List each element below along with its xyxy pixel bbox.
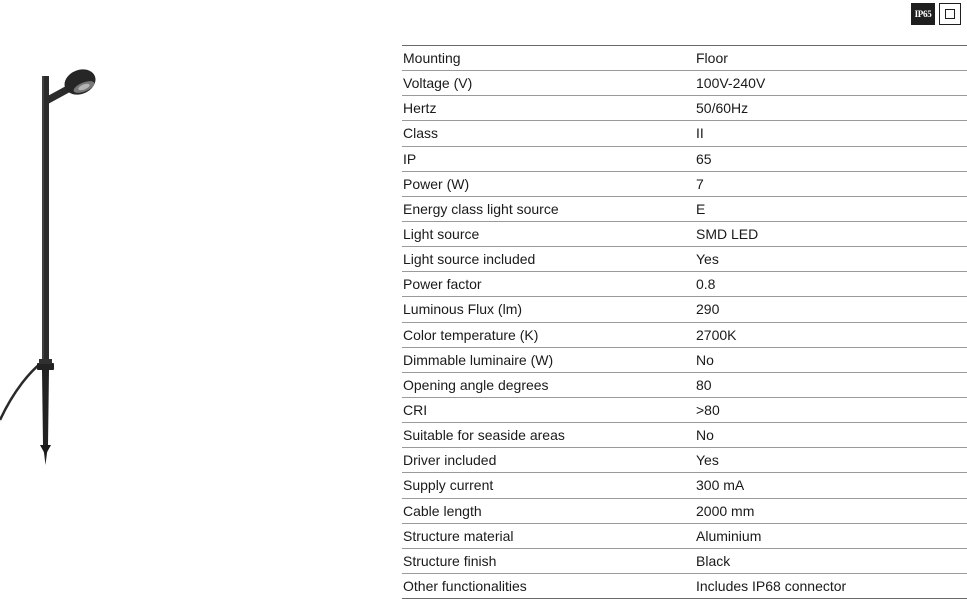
spec-value: 50/60Hz: [696, 100, 749, 117]
spec-value: SMD LED: [696, 225, 759, 242]
spec-value: Yes: [696, 452, 719, 469]
spec-value: 2700K: [696, 326, 737, 343]
table-row: [402, 499, 967, 524]
spec-label: Light source: [403, 225, 480, 242]
table-row: [402, 473, 967, 498]
spec-value: Yes: [696, 251, 719, 268]
spec-value: 2000 mm: [696, 502, 755, 519]
spec-label: Hertz: [403, 100, 437, 117]
spec-value: Includes IP68 connector: [696, 577, 847, 594]
table-row: [402, 247, 967, 272]
spec-value: Aluminium: [696, 527, 762, 544]
spec-value: 0.8: [696, 276, 716, 293]
spec-value: 65: [696, 150, 712, 167]
table-row: [402, 222, 967, 247]
table-row: [402, 121, 967, 146]
spec-label: Opening angle degrees: [403, 376, 549, 393]
spec-label: Mounting: [403, 50, 461, 66]
table-row: [402, 71, 967, 96]
spec-label: Voltage (V): [403, 75, 473, 92]
certification-badges: [911, 3, 961, 25]
spec-value: 100V-240V: [696, 75, 766, 92]
product-image: [0, 60, 110, 480]
class-ii-double-square-icon: [939, 3, 961, 25]
spec-value: No: [696, 427, 714, 444]
spec-label: Power factor: [403, 276, 482, 293]
spec-label: Suitable for seaside areas: [403, 427, 565, 444]
table-row: [402, 574, 967, 599]
spec-label: Dimmable luminaire (W): [403, 351, 554, 368]
spec-value: II: [696, 125, 704, 142]
table-row: [402, 272, 967, 297]
spec-value: 7: [696, 175, 704, 192]
spec-label: Driver included: [403, 452, 497, 469]
spec-label: Luminous Flux (lm): [403, 301, 523, 318]
spec-value: 300 mA: [696, 477, 745, 494]
table-row: [402, 348, 967, 373]
spec-label: Power (W): [403, 175, 470, 192]
table-row: [402, 172, 967, 197]
spec-label: Light source included: [403, 251, 536, 268]
table-row: [402, 46, 967, 71]
specifications-table: [402, 45, 967, 599]
ip-rating-badge: IP65: [911, 3, 935, 25]
table-row: [402, 96, 967, 121]
spec-label: Supply current: [403, 477, 494, 494]
spec-value: 290: [696, 301, 720, 318]
spec-value: 80: [696, 376, 712, 393]
spike-garden-spotlight-image: [0, 60, 110, 480]
spec-label: Other functionalities: [403, 577, 527, 594]
spec-value: Floor: [696, 50, 728, 66]
table-row: [402, 297, 967, 322]
table-row: [402, 323, 967, 348]
spec-label: Class: [403, 125, 439, 142]
table-row: [402, 549, 967, 574]
spec-value: >80: [696, 401, 720, 418]
spec-label: Energy class light source: [403, 200, 559, 217]
spec-label: IP: [403, 150, 417, 167]
table-row: [402, 373, 967, 398]
spec-label: CRI: [403, 401, 428, 418]
table-row: [402, 398, 967, 423]
spec-value: Black: [696, 552, 731, 569]
spec-label: Structure finish: [403, 552, 497, 569]
table-row: [402, 197, 967, 222]
spec-label: Cable length: [403, 502, 482, 519]
spec-label: Structure material: [403, 527, 514, 544]
table-row: [402, 147, 967, 172]
table-row: [402, 448, 967, 473]
table-row: [402, 524, 967, 549]
table-row: [402, 423, 967, 448]
spec-label: Color temperature (K): [403, 326, 539, 343]
spec-value: E: [696, 200, 706, 217]
spec-value: No: [696, 351, 714, 368]
